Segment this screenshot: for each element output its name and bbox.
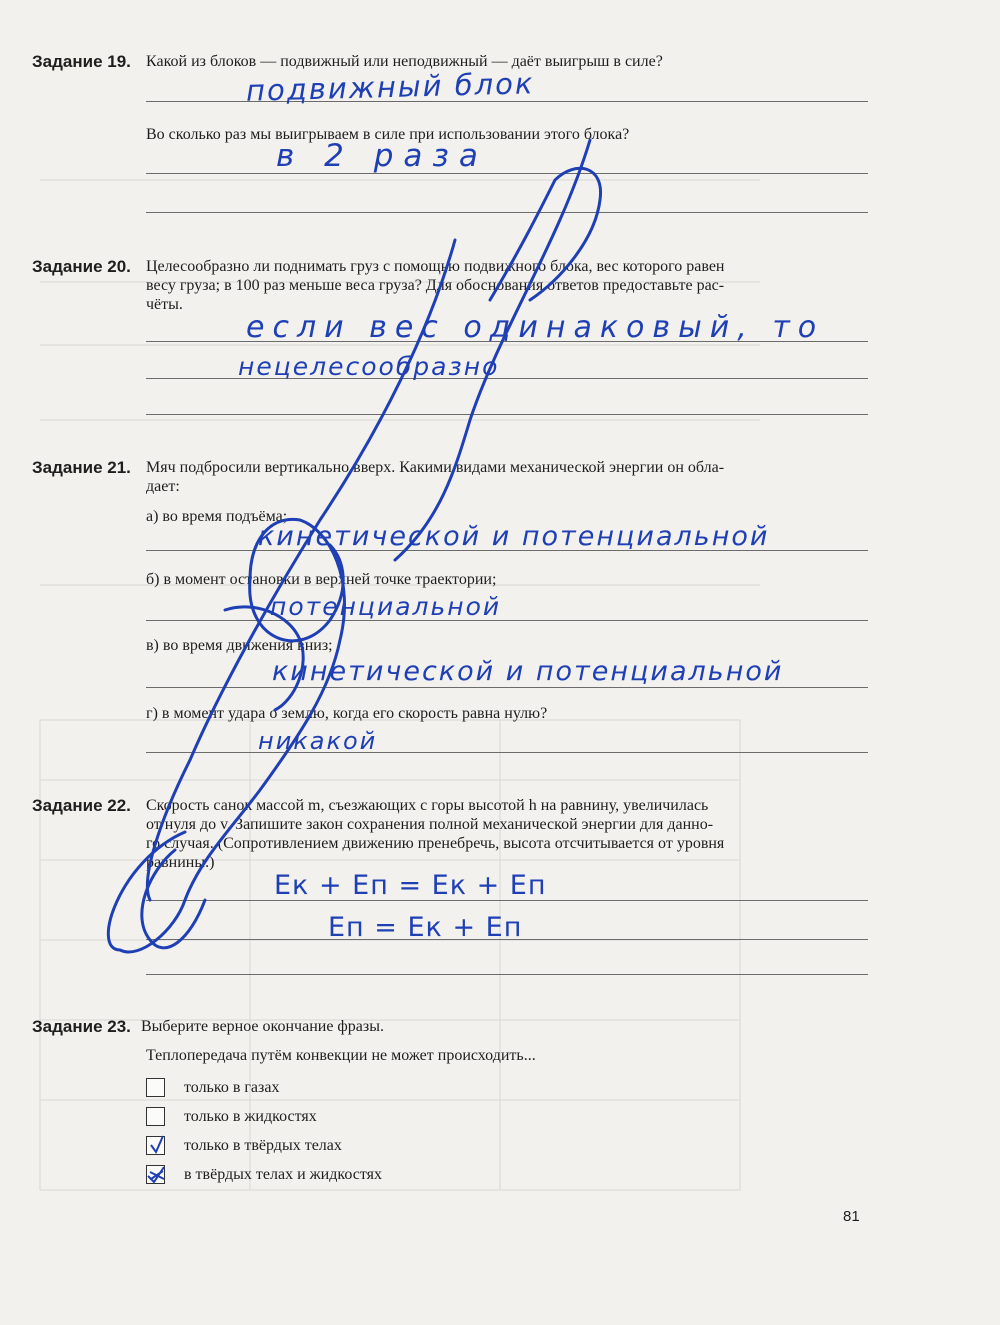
task-21-subquestion-d: г) в момент удара о землю, когда его скорость равна нулю? — [146, 705, 548, 722]
task-21-subquestion-c: в) во время движения вниз; — [146, 637, 333, 654]
task-20-question-line-2: весу груза; в 100 раз меньше веса груза? Для обоснования ответов предоставьте рас- — [146, 277, 725, 294]
task-21-answer-a: кинетической и потенциальной — [258, 521, 770, 552]
task-19-question-2: Во сколько раз мы выигрываем в силе при использовании этого блока? — [146, 126, 630, 143]
task-20-answer-line-2: нецелесообразно — [238, 352, 500, 381]
task-23-stem: Теплопередача путём конвекции не может происходить... — [146, 1047, 536, 1064]
option-label-2: только в жидкостях — [184, 1108, 317, 1125]
task-22-question-line-3: го случая. (Сопротивлением движению пренебречь, высота отсчитывается от уровня — [146, 835, 725, 852]
task-21-question-line-1: Мяч подбросили вертикально вверх. Какими видами механической энергии он обла- — [146, 459, 725, 476]
option-label-3: только в твёрдых телах — [184, 1137, 342, 1154]
task-22-question-line-4: равнины.) — [146, 854, 215, 871]
option-checkbox-3[interactable] — [146, 1136, 165, 1155]
task-19-answer-1: подвижный блок — [245, 66, 535, 108]
task-19-label: Задание 19. — [32, 52, 131, 71]
task-21-subquestion-a: а) во время подъёма; — [146, 508, 288, 525]
task-20-question-line-3: чёты. — [146, 296, 183, 313]
task-19-question-1: Какой из блоков — подвижный или неподвижный — даёт выигрыш в силе? — [146, 53, 663, 70]
answer-line — [146, 687, 868, 688]
task-21-label: Задание 21. — [32, 458, 131, 477]
task-22-question-line-2: от нуля до v. Запишите закон сохранения полной механической энергии для данно- — [146, 816, 714, 833]
task-22-question-line-1: Скорость санок массой m, съезжающих с горы высотой h на равнину, увеличилась — [146, 797, 709, 814]
task-21-question-line-2: дает: — [146, 478, 180, 495]
task-22-equation-1: Eк + Eп = Eк + Eп — [274, 870, 547, 901]
task-21-answer-b: потенциальной — [270, 592, 502, 621]
answer-line — [146, 212, 868, 213]
task-21-answer-d: никакой — [258, 727, 378, 755]
task-21-answer-c: кинетической и потенциальной — [272, 656, 784, 687]
option-label-4: в твёрдых телах и жидкостях — [184, 1166, 382, 1183]
task-21-subquestion-b: б) в момент остановки в верхней точке траектории; — [146, 571, 497, 588]
answer-line — [146, 173, 868, 174]
checkmark-icon — [148, 1134, 167, 1156]
task-23-label: Задание 23. — [32, 1017, 131, 1036]
answer-line — [146, 414, 868, 415]
task-22-equation-2: Eп = Eк + Eп — [328, 912, 523, 943]
answer-line — [146, 752, 868, 753]
task-22-label: Задание 22. — [32, 796, 131, 815]
option-checkbox-2[interactable] — [146, 1107, 165, 1126]
task-20-question-line-1: Целесообразно ли поднимать груз с помощью подвижного блока, вес которого равен — [146, 258, 725, 275]
task-19-answer-2: в 2 раза — [276, 138, 488, 174]
answer-line — [146, 974, 868, 975]
option-checkbox-1[interactable] — [146, 1078, 165, 1097]
option-label-1: только в газах — [184, 1079, 280, 1096]
task-23-instruction: Выберите верное окончание фразы. — [141, 1018, 384, 1035]
answer-line — [146, 620, 868, 621]
task-20-answer-line-1: если вес одинаковый, то — [246, 310, 825, 345]
page-number: 81 — [843, 1208, 860, 1225]
scribbled-check-icon — [146, 1164, 168, 1186]
task-20-label: Задание 20. — [32, 257, 131, 276]
option-checkbox-4[interactable] — [146, 1165, 165, 1184]
